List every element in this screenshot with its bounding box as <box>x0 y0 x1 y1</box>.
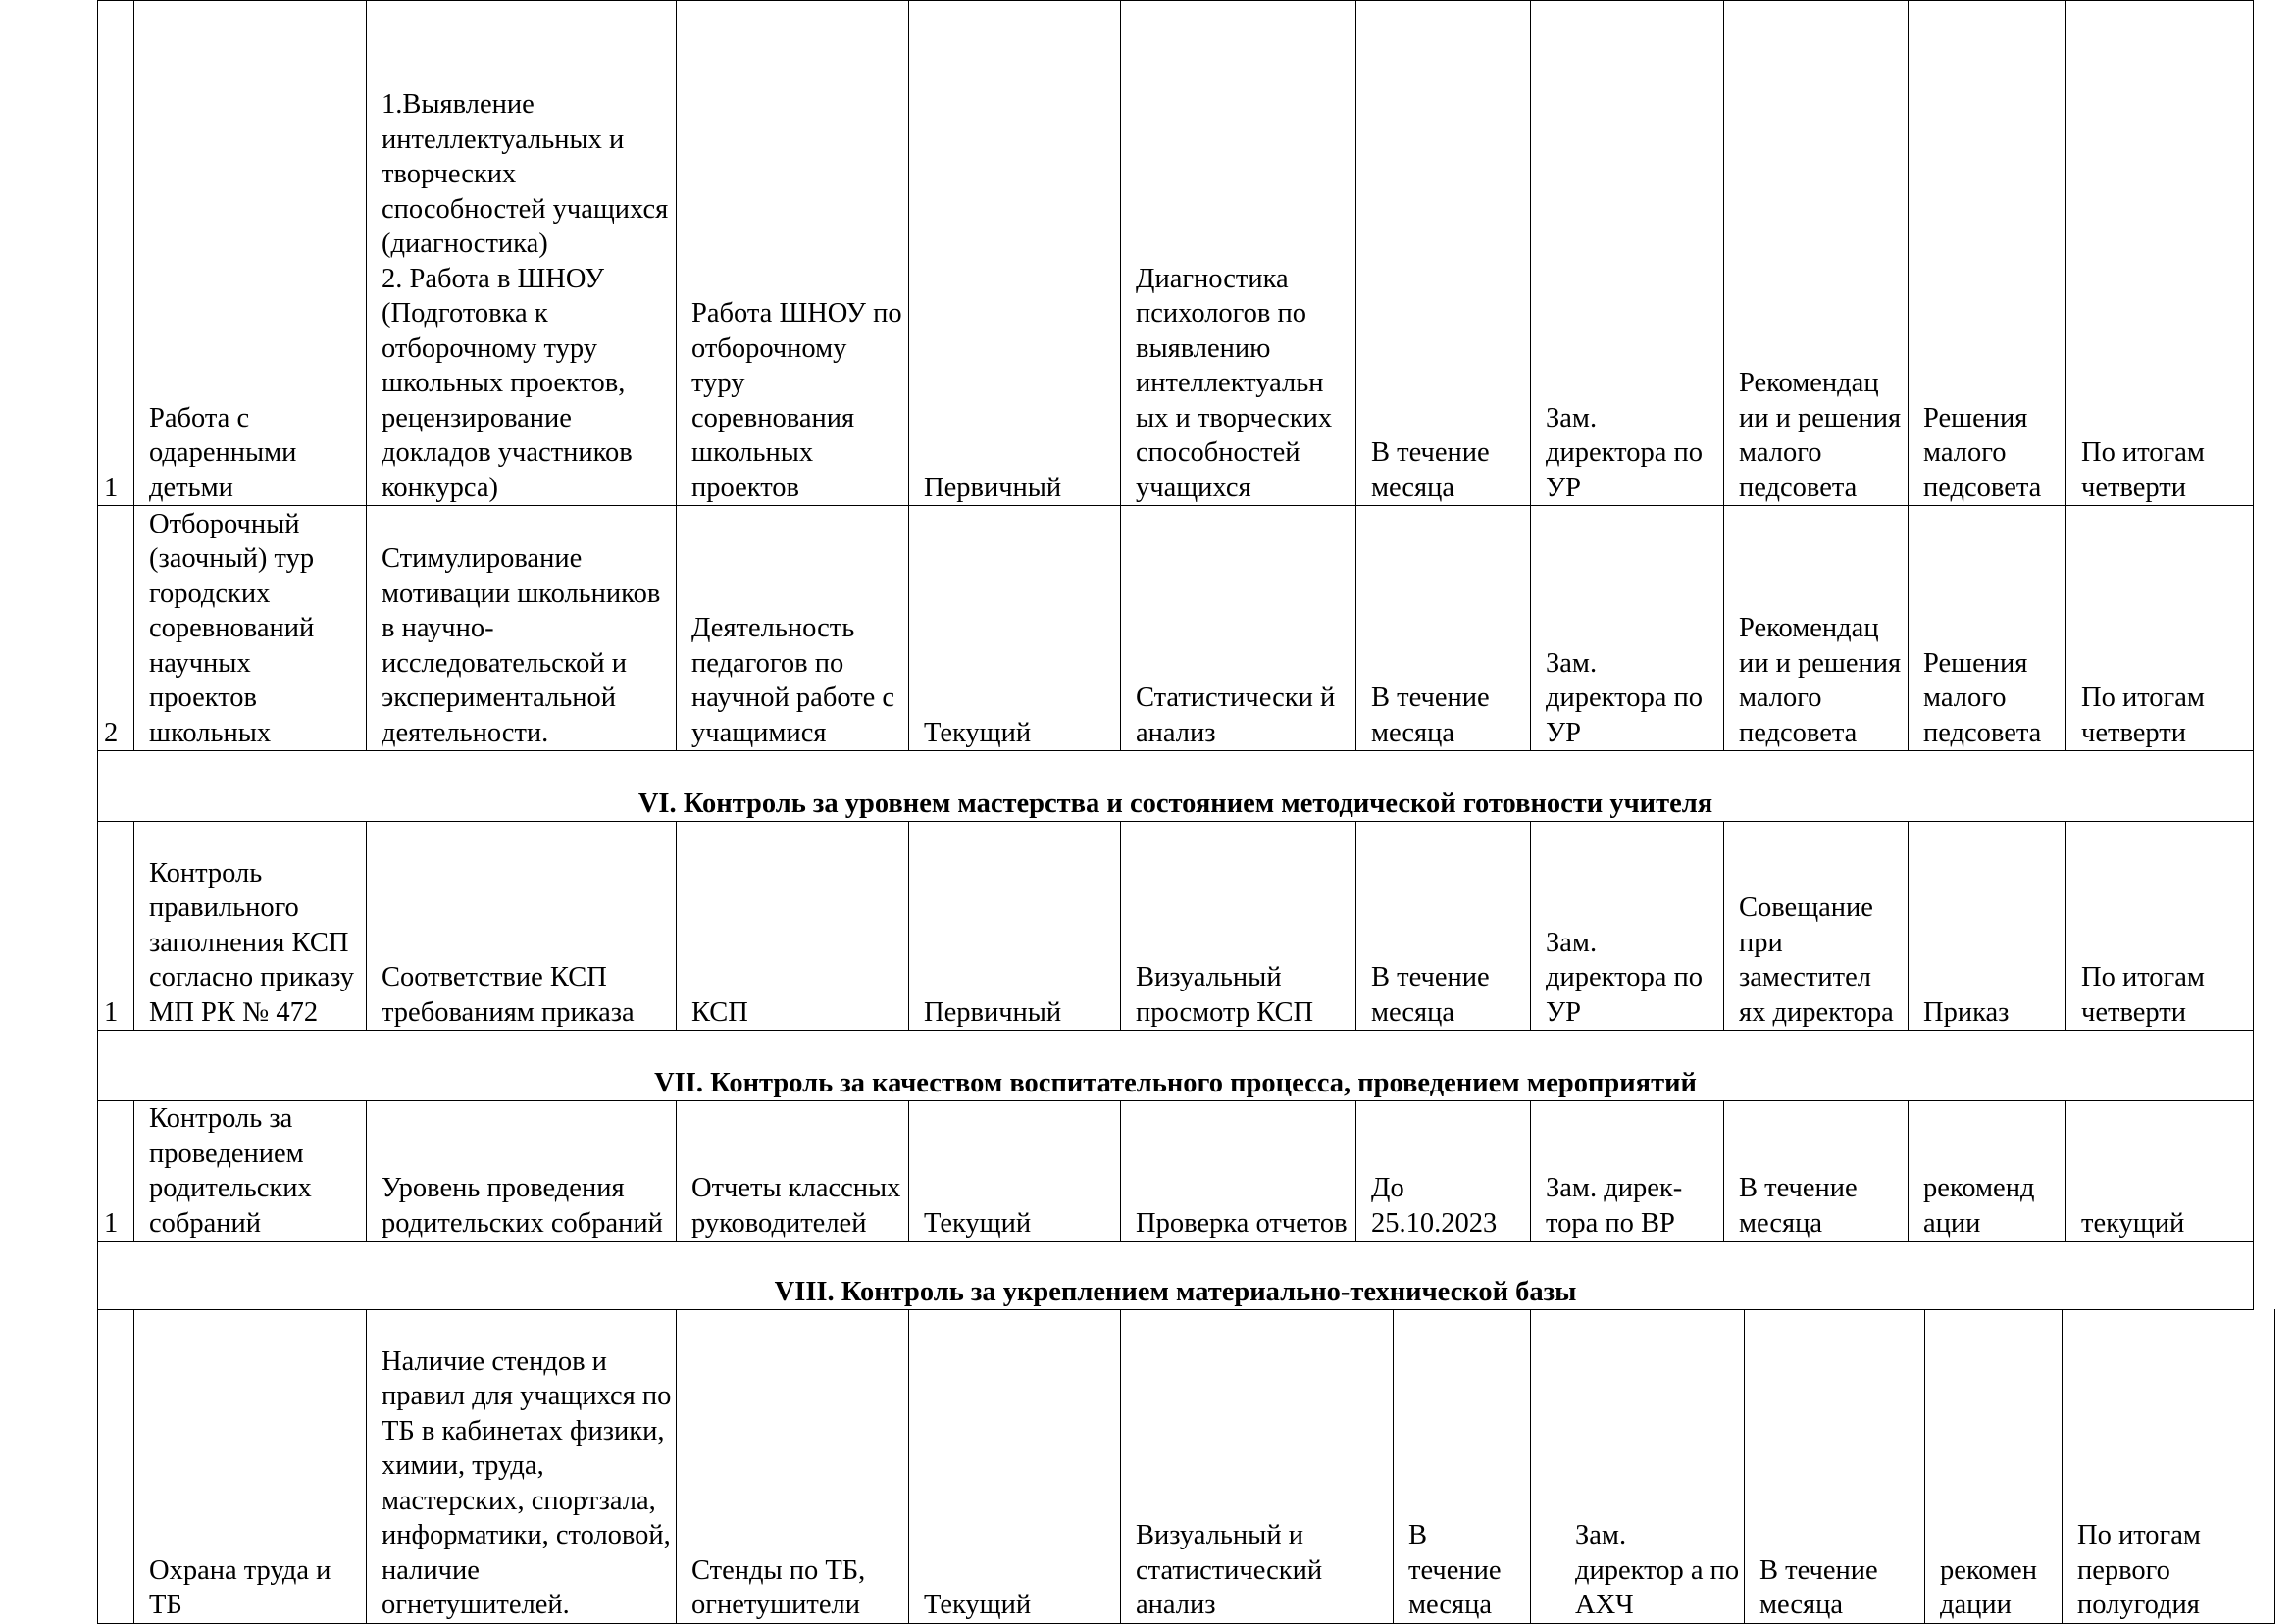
cell-term: В течение месяца <box>1356 1 1531 506</box>
section-title: VIII. Контроль за укреплением материально-технической базы <box>98 1242 2254 1310</box>
cell-method: Визуальный просмотр КСП <box>1121 822 1356 1031</box>
cell-goal: Стимулирование мотивации школьников в научно-исследовательской и экспериментальной деятельности. <box>367 506 677 751</box>
cell-subject: Работа ШНОУ по отборочному туру соревнования школьных проектов <box>677 1 909 506</box>
cell-goal: Наличие стендов и правил для учащихся по ТБ в кабинетах физики, химии, труда, мастерских, спортзала, информатики, столовой, наличие огнетушителей. <box>367 1309 677 1623</box>
cell-method: Проверка отчетов <box>1121 1101 1356 1242</box>
table-row <box>98 1 2254 506</box>
cell-subject: КСП <box>677 822 909 1031</box>
table-row <box>98 1101 2254 1242</box>
cell-object: Охрана труда и ТБ <box>134 1309 367 1623</box>
cell-report: По итогам четверти <box>2066 506 2254 751</box>
section-header-row <box>98 1242 2254 1310</box>
cell-result: Рекомендац ии и решения малого педсовета <box>1724 1 1909 506</box>
control-plan-table-continued <box>97 1309 2275 1624</box>
cell-report: По итогам первого полугодия <box>2063 1309 2275 1623</box>
cell-goal: 1.Выявление интеллектуальных и творческих способностей учащихся (диагностика) 2. Работа в ШНОУ (Подготовка к отборочному туру школьных проектов, рецензирование докладов участников конкурса) <box>367 1 677 506</box>
cell-term: В течение месяца <box>1394 1309 1531 1623</box>
cell-decision: рекомен дации <box>1925 1309 2063 1623</box>
cell-type: Текущий <box>909 506 1121 751</box>
cell-decision: рекоменд ации <box>1909 1101 2066 1242</box>
section-title: VI. Контроль за уровнем мастерства и состоянием методической готовности учителя <box>98 751 2254 822</box>
cell-decision: Решения малого педсовета <box>1909 506 2066 751</box>
cell-responsible: Зам. директора по УР <box>1531 1 1724 506</box>
cell-type: Первичный <box>909 822 1121 1031</box>
section-title: VII. Контроль за качеством воспитательного процесса, проведением мероприятий <box>98 1031 2254 1101</box>
cell-object: Отборочный (заочный) тур городских соревнований научных проектов школьных <box>134 506 367 751</box>
cell-responsible: Зам. директор а по АХЧ <box>1531 1309 1745 1623</box>
cell-goal: Уровень проведения родительских собраний <box>367 1101 677 1242</box>
cell-report: По итогам четверти <box>2066 822 2254 1031</box>
cell-report: По итогам четверти <box>2066 1 2254 506</box>
cell-type: Текущий <box>909 1309 1121 1623</box>
cell-num <box>98 1309 134 1623</box>
table-row <box>98 506 2254 751</box>
cell-subject: Отчеты классных руководителей <box>677 1101 909 1242</box>
cell-object: Контроль правильного заполнения КСП согласно приказу МП РК № 472 <box>134 822 367 1031</box>
cell-report: текущий <box>2066 1101 2254 1242</box>
cell-type: Первичный <box>909 1 1121 506</box>
cell-object: Контроль за проведением родительских собраний <box>134 1101 367 1242</box>
control-plan-table <box>97 0 2254 1310</box>
cell-result: В течение месяца <box>1745 1309 1925 1623</box>
cell-result: Совещание при заместител ях директора <box>1724 822 1909 1031</box>
cell-decision: Приказ <box>1909 822 2066 1031</box>
table-row <box>98 822 2254 1031</box>
section-header-row <box>98 1031 2254 1101</box>
cell-responsible: Зам. директора по УР <box>1531 506 1724 751</box>
cell-term: В течение месяца <box>1356 822 1531 1031</box>
cell-subject: Стенды по ТБ, огнетушители <box>677 1309 909 1623</box>
cell-num: 1 <box>98 1 134 506</box>
cell-goal: Соответствие КСП требованиям приказа <box>367 822 677 1031</box>
cell-method: Статистически й анализ <box>1121 506 1356 751</box>
cell-term: До 25.10.2023 <box>1356 1101 1531 1242</box>
cell-num: 1 <box>98 1101 134 1242</box>
cell-method: Диагностика психологов по выявлению интеллектуальн ых и творческих способностей учащихся <box>1121 1 1356 506</box>
section-header-row <box>98 751 2254 822</box>
cell-responsible: Зам. дирек-тора по ВР <box>1531 1101 1724 1242</box>
cell-result: В течение месяца <box>1724 1101 1909 1242</box>
cell-responsible: Зам. директора по УР <box>1531 822 1724 1031</box>
cell-num: 1 <box>98 822 134 1031</box>
cell-object: Работа с одаренными детьми <box>134 1 367 506</box>
cell-num: 2 <box>98 506 134 751</box>
cell-method: Визуальный и статистический анализ <box>1121 1309 1394 1623</box>
cell-result: Рекомендац ии и решения малого педсовета <box>1724 506 1909 751</box>
cell-type: Текущий <box>909 1101 1121 1242</box>
cell-subject: Деятельность педагогов по научной работе с учащимися <box>677 506 909 751</box>
cell-term: В течение месяца <box>1356 506 1531 751</box>
table-row <box>98 1309 2275 1623</box>
cell-decision: Решения малого педсовета <box>1909 1 2066 506</box>
